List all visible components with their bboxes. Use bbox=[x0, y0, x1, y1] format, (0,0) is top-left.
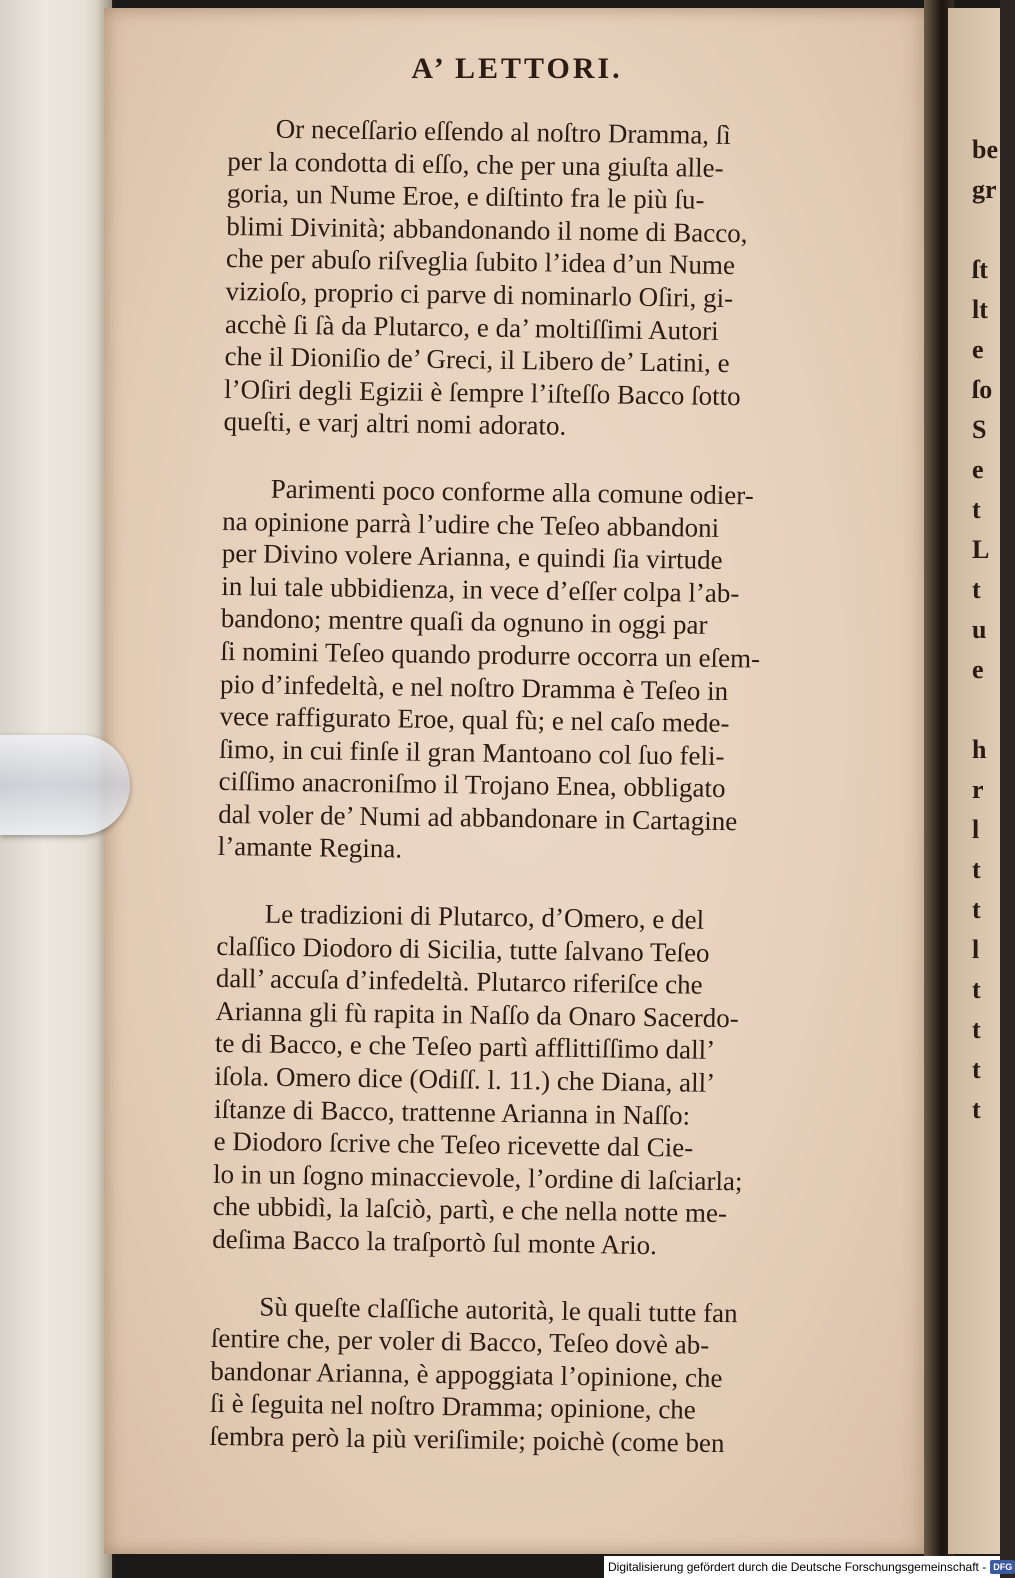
page-heading: A’ LETTORI. bbox=[411, 52, 623, 85]
dfg-logo: DFG bbox=[990, 1560, 1015, 1574]
paragraph-2: Parimenti poco conforme alla comune odier- na opinione parrà l’udire che Teſeo abbandoni per Divino volere Arianna, e quindi ſia virtude in lui tale ubbidienza, in vece d’eſſer colpa l’ab- bandono; mentre quaſi da ognuno in oggi par ſi nomini Teſeo quando produrre occorra un eſem- pio d’infedeltà, e nel noſtro Dramma è Teſeo in vece raffigurato Eroe, qual fù; e nel caſo mede- ſimo, in cui finſe il gran Mantoano col ſuo feli- ciſſimo anacroniſmo il Trojano Enea, obbligato dal voler de’ Numi ad abbandonare in Cartagine l’amante Regina. bbox=[217, 473, 761, 864]
paragraph-1: Or neceſſario eſſendo al noſtro Dramma, ſì per la condotta di eſſo, che per una giuſta alle- goria, un Nume Eroe, e diſtinto fra le più ſu- blimi Divinità; abbandonando il nome di Bacco, che per abuſo riſveglia ſubito l’idea d’un Nume vizioſo, proprio ci parve di nominarlo Oſiri, gi- acchè ſi ſà da Plutarco, e da’ moltiſſimi Autori che il Dioniſio de’ Greci, il Libero de’ Latini, e l’Oſiri degli Egizii è ſempre l’iſteſſo Bacco ſotto queſti, e varj altri nomi adorato. bbox=[223, 113, 748, 442]
digitization-footer bbox=[604, 1556, 1013, 1578]
page-clip bbox=[0, 735, 130, 835]
page-body bbox=[209, 112, 888, 1496]
facing-page-text: be gr ſt lt e ſo S e t L t u e h r l t t l t t t t bbox=[972, 135, 998, 1124]
paragraph-3: Le tradizioni di Plutarco, d’Omero, e del claſſico Diodoro di Sicilia, tutte ſalvano Teſeo dall’ accuſa d’infedeltà. Plutarco riferiſce che Arianna gli fù rapita in Naſſo da Onaro Sacerdo- te di Bacco, e che Teſeo partì afflittiſſimo dall’ iſola. Omero dice (Odiſſ. l. 11.) che Diana, all’ iſtanze di Bacco, trattenne Arianna in Naſſo: e Diodoro ſcrive che Teſeo ricevette dal Cie- lo in un ſogno minaccievole, l’ordine di laſciarla; che ubbidì, la laſciò, partì, e che nella notte me- deſima Bacco la traſportò ſul monte Ario. bbox=[212, 898, 743, 1261]
footer-text: Digitalisierung gefördert durch die Deutsche Forschungsgemeinschaft - bbox=[608, 1560, 987, 1574]
paragraph-4: Sù queſte claſſiche autorità, le quali tutte fan ſentire che, per voler di Bacco, Teſeo dovè ab- bandonar Arianna, è appoggiata l’opinione, che ſi è ſeguita nel noſtro Dramma; opinione, che ſembra però la più veriſimile; poichè (come ben bbox=[209, 1291, 738, 1459]
